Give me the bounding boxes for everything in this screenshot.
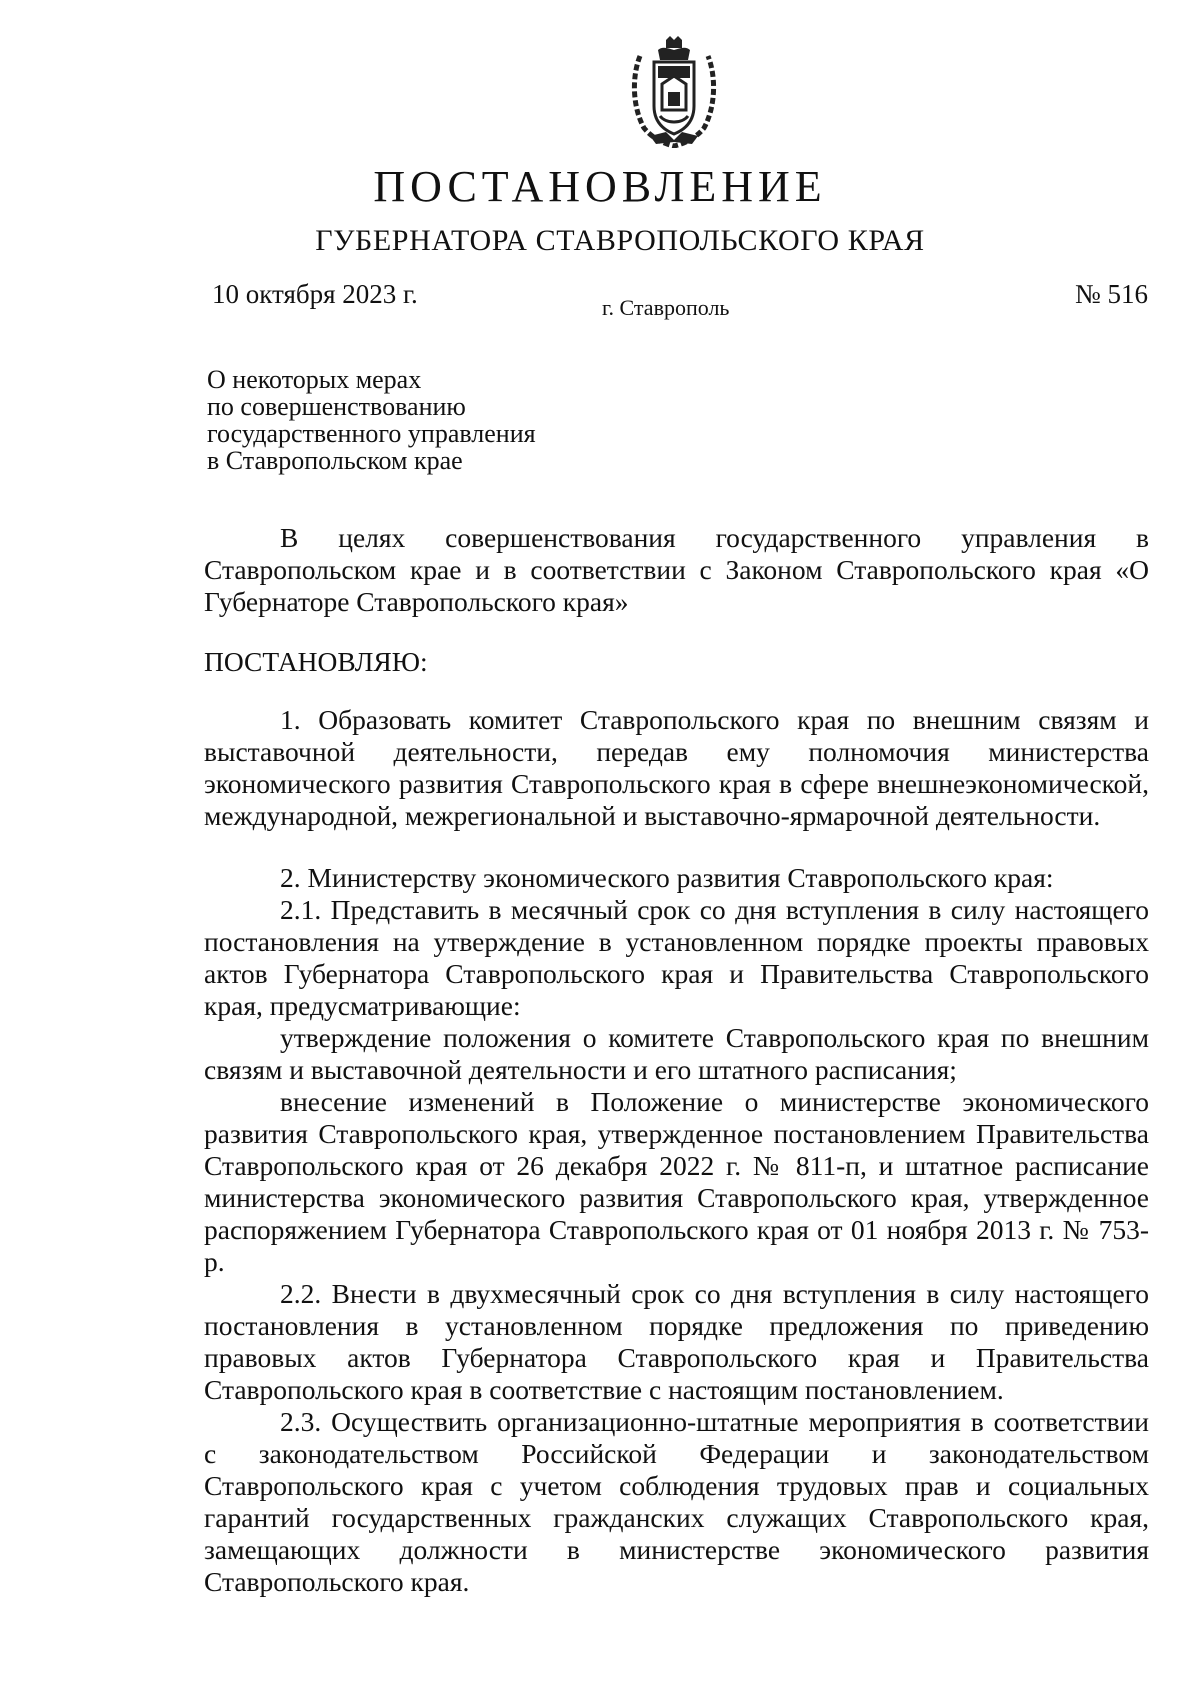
stavropol-coat-of-arms-icon: [630, 36, 718, 148]
subject-line: государственного управления: [207, 419, 536, 448]
document-number: № 516: [1074, 279, 1148, 309]
preamble-section: [204, 522, 1149, 618]
subject-line: в Ставропольском крае: [207, 446, 463, 475]
resolve-section: [204, 646, 1149, 678]
document-type-title: ПОСТАНОВЛЕНИЕ: [373, 162, 827, 211]
item-1-section: [204, 704, 1149, 832]
subject-line: О некоторых мерах: [207, 365, 422, 394]
item-2-paragraph: 2. Министерству экономического развития Ставропольского края:: [280, 862, 1054, 893]
preamble-paragraph: В целях совершенствования государственного управления в Ставропольском крае и в соответствии с Законом Ставропольского края «О Губернаторе Ставропольского края»: [204, 522, 1149, 617]
document-date: 10 октября 2023 г.: [212, 279, 418, 309]
resolve-heading: ПОСТАНОВЛЯЮ:: [204, 646, 428, 677]
item-2-1-a-paragraph: утверждение положения о комитете Ставропольского края по внешним связям и выставочной деятельности и его штатного расписания;: [204, 1022, 1149, 1085]
item-2-1-paragraph: 2.1. Представить в месячный срок со дня вступления в силу настоящего постановления на утверждение в установленном порядке проекты правовых актов Губернатора Ставропольского края и Правительства Ставропольского края, предусматривающие:: [204, 894, 1149, 1021]
item-1-paragraph: 1. Образовать комитет Ставропольского края по внешним связям и выставочной деятельности, передав ему полномочия министерства экономического развития Ставропольского края в сфере внешнеэкономической, международной, межрегиональной и выставочно-ярмарочной деятельности.: [204, 704, 1149, 831]
item-2-3-paragraph: 2.3. Осуществить организационно-штатные мероприятия в соответствии с законодательством Российской Федерации и законодательством Ставропольского края с учетом соблюдения трудовых прав и социальных гарантий государственных гражданских служащих Ставропольского края, замещающих должности в министерстве экономического развития Ставропольского края.: [204, 1406, 1149, 1597]
issuer-title: ГУБЕРНАТОРА СТАВРОПОЛЬСКОГО КРАЯ: [315, 224, 925, 257]
item-2-1-b-paragraph: внесение изменений в Положение о министерстве экономического развития Ставропольского края, утвержденное постановлением Правительства Ставропольского края от 26 декабря 2022 г. № 811-п, и штатное расписание министерства экономического развития Ставропольского края, утвержденное распоряжением Губернатора Ставропольского края от 01 ноября 2013 г. № 753-р.: [204, 1086, 1149, 1277]
subject-line: по совершенствованию: [207, 392, 466, 421]
item-2-2-paragraph: 2.2. Внести в двухмесячный срок со дня вступления в силу настоящего постановления в установленном порядке предложения по приведению правовых актов Губернатора Ставропольского края и Правительства Ставропольского края в соответствие с настоящим постановлением.: [204, 1278, 1149, 1405]
document-subject: [207, 366, 536, 474]
document-city: г. Ставрополь: [602, 295, 730, 320]
item-2-section: [204, 862, 1149, 1598]
